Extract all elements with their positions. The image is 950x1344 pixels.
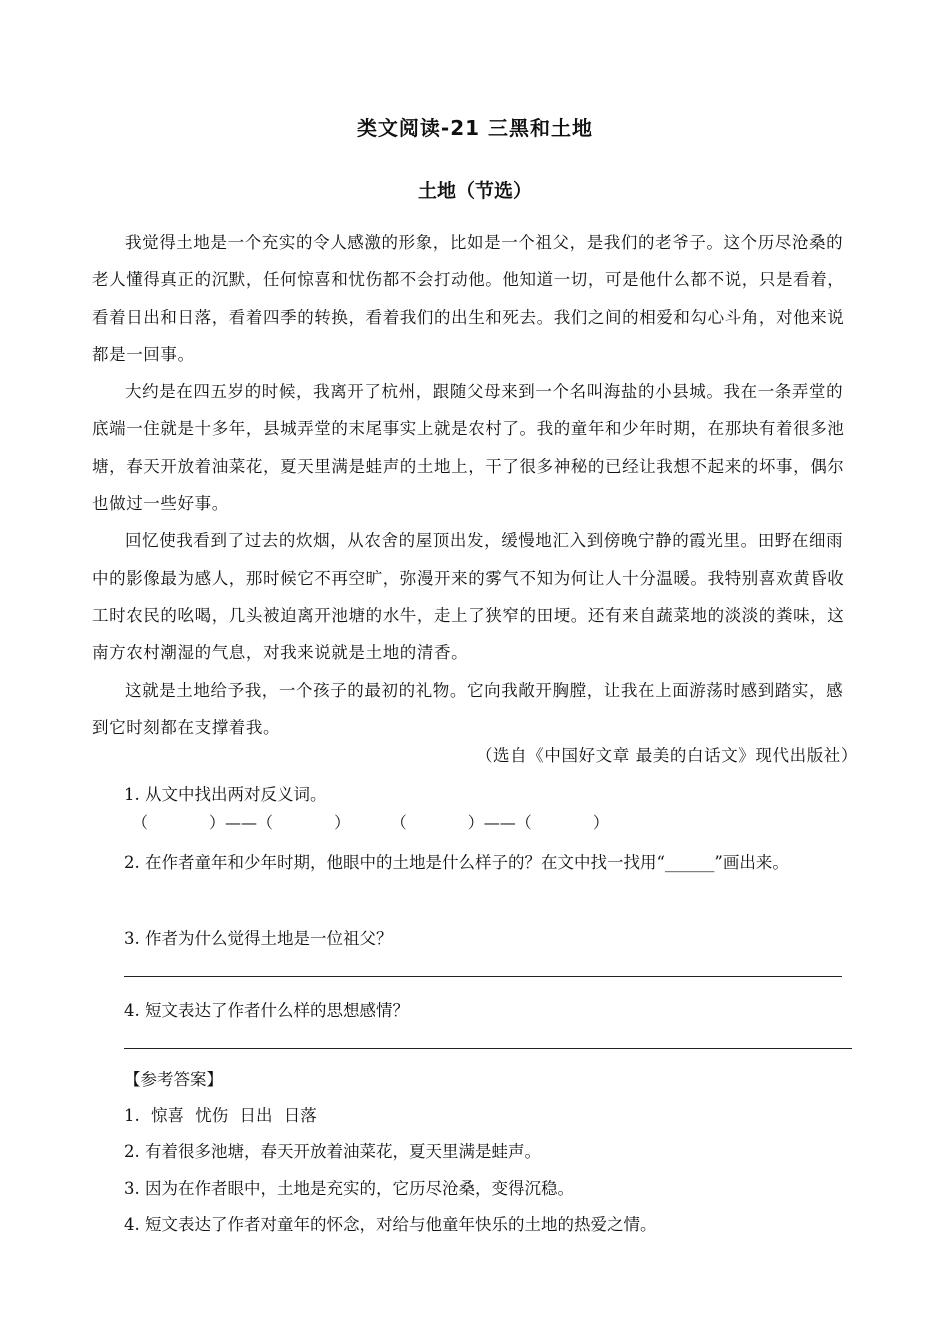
question-4: 4. 短文表达了作者什么样的思想感情？ bbox=[124, 1001, 409, 1020]
question-1: 1. 从文中找出两对反义词。 bbox=[124, 785, 327, 804]
source-citation: （选自《中国好文章 最美的白话文》现代出版社） bbox=[475, 746, 858, 765]
paragraph-3: 回忆使我看到了过去的炊烟，从农舍的屋顶出发，缓慢地汇入到傍晚宁静的霞光里。田野在细雨中的影像最为感人，那时候它不再空旷，弥漫开来的雾气不知为何让人十分温暖。我特别喜欢黄昏收工时农民的吆喝，几头被迫离开池塘的水牛，走上了狭窄的田埂。还有来自蔬菜地的淡淡的粪味，这南方农村潮湿的气息，对我来说就是土地的清香。 bbox=[92, 531, 845, 663]
answer-2: 2. 有着很多池塘，春天开放着油菜花，夏天里满是蛙声。 bbox=[124, 1142, 541, 1161]
page-title: 类文阅读-21 三黑和土地 bbox=[356, 116, 594, 140]
paragraph-1: 我觉得土地是一个充实的令人感激的形象，比如是一个祖父，是我们的老爷子。这个历尽沧桑的老人懂得真正的沉默，任何惊喜和忧伤都不会打动他。他知道一切，可是他什么都不说，只是看着，看着日出和日落，看着四季的转换，看着我们的出生和死去。我们之间的相爱和勾心斗角，对他来说都是一回事。 bbox=[92, 233, 845, 364]
question-3: 3. 作者为什么觉得土地是一位祖父？ bbox=[124, 929, 393, 948]
question-1-blanks[interactable]: （ ）——（ ） （ ）——（ ） bbox=[132, 813, 609, 832]
paragraph-2: 大约是在四五岁的时候，我离开了杭州，跟随父母来到一个名叫海盐的小县城。我在一条弄堂的底端一住就是十多年，县城弄堂的末尾事实上就是农村了。我的童年和少年时期，在那块有着很多池塘，春天开放着油菜花，夏天里满是蛙声的土地上，干了很多神秘的已经让我想不起来的坏事，偶尔也做过一些好事。 bbox=[92, 382, 845, 514]
answer-3: 3. 因为在作者眼中，土地是充实的，它历尽沧桑，变得沉稳。 bbox=[124, 1179, 574, 1198]
answer-line-3[interactable] bbox=[124, 976, 842, 977]
paragraph-4: 这就是土地给予我，一个孩子的最初的礼物。它向我敞开胸膛，让我在上面游荡时感到踏实，感到它时刻都在支撑着我。 bbox=[92, 680, 844, 737]
answer-line-4[interactable] bbox=[124, 1048, 852, 1049]
article-body bbox=[92, 224, 858, 746]
answer-key-heading: 【参考答案】 bbox=[124, 1070, 223, 1089]
answer-1: 1. 惊喜 忧伤 日出 日落 bbox=[124, 1106, 317, 1125]
article-title: 土地（节选） bbox=[417, 180, 532, 202]
question-2: 2. 在作者童年和少年时期，他眼中的土地是什么样子的？在文中找一找用“______”画出来。 bbox=[124, 853, 789, 872]
answer-4: 4. 短文表达了作者对童年的怀念，对给与他童年快乐的土地的热爱之情。 bbox=[124, 1215, 657, 1234]
